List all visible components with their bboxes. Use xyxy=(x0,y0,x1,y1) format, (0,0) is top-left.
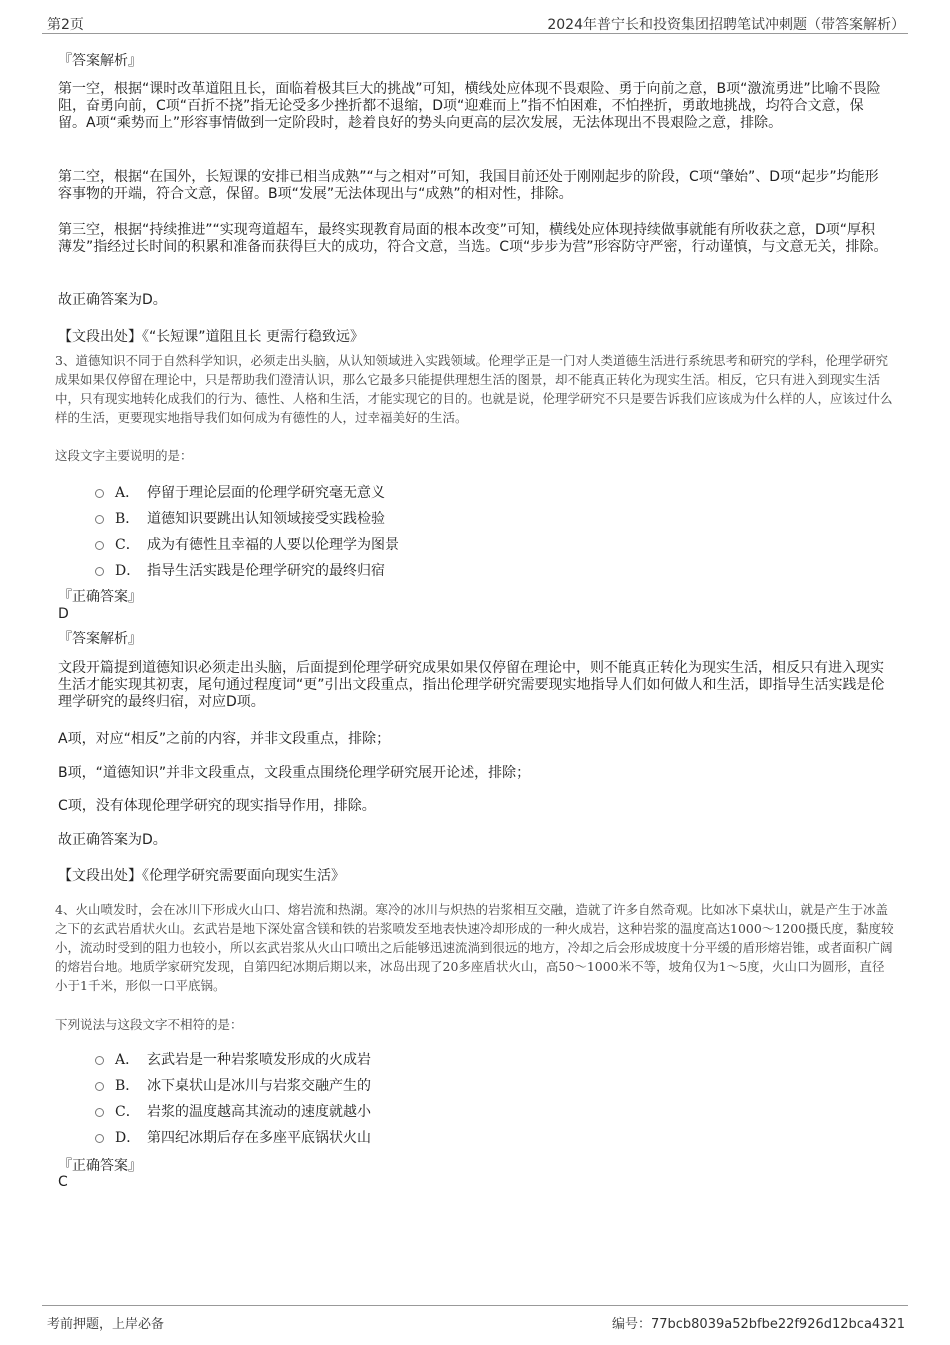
analysis-label: 『答案解析』 xyxy=(58,53,142,69)
q4-option-a[interactable] xyxy=(95,1049,371,1069)
document-title: 2024年普宁长和投资集团招聘笔试冲刺题（带答案解析） xyxy=(547,17,905,33)
correct-answer-label: 『正确答案』 xyxy=(58,589,142,605)
q3-question-text: 3、道德知识不同于自然科学知识，必须走出头脑，从认知领域进入实践领域。伦理学正是一门对人类道德生活进行系统思考和研究的学科，伦理学研究成果如果仅停留在理论中，只是帮助我们澄清认识，那么它最多只能提供理想生活的图景，却不能真正转化为现实生活。相反，它只有进入到现实生活中，只有现实地转化成我们的行为、德性、人格和生活，才能实现它的目的。也就是说，伦理学研究不只是要告诉我们应该成为什么样的人，应该过什么样的生活，更要现实地指导我们如何成为有德性的人，过幸福美好的生活。 xyxy=(55,353,893,425)
q4-prompt: 下列说法与这段文字不相符的是： xyxy=(55,1017,243,1032)
option-letter: A． xyxy=(115,485,140,501)
q3-correct-answer: D xyxy=(58,606,69,622)
q2-analysis-paragraph-3: 第三空，根据“持续推进”“实现弯道超车，最终实现教育局面的根本改变”可知，横线处应体现持续做事就能有所收获之意，D项“厚积薄发”指经过长时间的积累和准备而获得巨大的成功，符合文意，当选。C项“步步为营”形容防守严密，行动谨慎，与文意无关，排除。 xyxy=(58,222,888,255)
q3-option-c[interactable] xyxy=(95,534,399,554)
header-divider xyxy=(42,33,908,34)
q2-conclusion: 故正确答案为D。 xyxy=(58,292,167,308)
q3-analysis-option-c: C项，没有体现伦理学研究的现实指导作用，排除。 xyxy=(58,798,376,814)
option-text: 玄武岩是一种岩浆喷发形成的火成岩 xyxy=(147,1052,371,1068)
option-text: 指导生活实践是伦理学研究的最终归宿 xyxy=(147,563,385,579)
option-text: 岩浆的温度越高其流动的速度就越小 xyxy=(147,1104,371,1120)
q4-correct-answer: C xyxy=(58,1174,68,1190)
q4-option-b[interactable] xyxy=(95,1075,371,1095)
q3-option-d[interactable] xyxy=(95,560,385,580)
radio-icon[interactable] xyxy=(95,489,104,498)
source-title: 《“长短课”道阻且长 更需行稳致远》 xyxy=(142,329,364,345)
q2-analysis-paragraph-1: 第一空，根据“课时改革道阻且长，面临着极其巨大的挑战”可知，横线处应体现不畏艰险、勇于向前之意，B项“激流勇进”比喻不畏险阻，奋勇向前，C项“百折不挠”指无论受多少挫折都不退缩，D项“迎难而上”指不怕困难，不怕挫折，勇敢地挑战，均符合文意，保留。A项“乘势而上”形容事情做到一定阶段时，趁着良好的势头向更高的层次发展，无法体现出不畏艰险之意，排除。 xyxy=(58,81,881,131)
option-letter: B． xyxy=(115,1078,140,1094)
q3-source xyxy=(58,865,345,885)
q3-analysis-option-b: B项，“道德知识”并非文段重点，文段重点围绕伦理学研究展开论述，排除； xyxy=(58,765,531,781)
q4-option-c[interactable] xyxy=(95,1101,371,1121)
document-serial-number: 编号：77bcb8039a52bfbe22f926d12bca4321 xyxy=(611,1317,905,1332)
analysis-label: 『答案解析』 xyxy=(58,631,142,647)
q2-source xyxy=(58,326,364,346)
radio-icon[interactable] xyxy=(95,1108,104,1117)
q3-prompt: 这段文字主要说明的是： xyxy=(55,448,193,463)
q4-question-text: 4、火山喷发时，会在冰川下形成火山口、熔岩流和热湖。寒冷的冰川与炽热的岩浆相互交融，造就了许多自然奇观。比如冰下桌状山，就是产生于冰盖之下的玄武岩盾状火山。玄武岩是地下深处富含镁和铁的岩浆喷发至地表快速冷却形成的一种火成岩，这种岩浆的温度高达1000～1200摄氏度，黏度较小，流动时受到的阻力也较小，所以玄武岩浆从火山口喷出之后能够迅速流淌到很远的地方，冷却之后会形成坡度十分平缓的盾形熔岩锥，或者面积广阔的熔岩台地。地质学家研究发现，自第四纪冰期后期以来，冰岛出现了20多座盾状火山，高50～1000米不等，坡角仅为1～5度，火山口为圆形，直径小于1千米，形似一口平底锅。 xyxy=(55,902,894,993)
correct-answer-label: 『正确答案』 xyxy=(58,1158,142,1174)
q3-option-b[interactable] xyxy=(95,508,385,528)
option-text: 第四纪冰期后存在多座平底锅状火山 xyxy=(147,1130,371,1146)
radio-icon[interactable] xyxy=(95,1082,104,1091)
radio-icon[interactable] xyxy=(95,1134,104,1143)
option-letter: D． xyxy=(115,563,141,579)
q2-analysis-paragraph-2: 第二空，根据“在国外，长短课的安排已相当成熟”“与之相对”可知，我国目前还处于刚刚起步的阶段，C项“肇始”、D项“起步”均能形容事物的开端，符合文意，保留。B项“发展”无法体现出与“成熟”的相对性，排除。 xyxy=(58,169,879,202)
footer-slogan: 考前押题，上岸必备 xyxy=(47,1317,165,1332)
q4-option-d[interactable] xyxy=(95,1127,371,1147)
option-text: 成为有德性且幸福的人要以伦理学为图景 xyxy=(147,537,399,553)
source-label: 【文段出处】 xyxy=(58,868,142,884)
q3-conclusion: 故正确答案为D。 xyxy=(58,832,167,848)
option-letter: C． xyxy=(115,537,140,553)
source-label: 【文段出处】 xyxy=(58,329,142,345)
option-text: 冰下桌状山是冰川与岩浆交融产生的 xyxy=(147,1078,371,1094)
source-title: 《伦理学研究需要面向现实生活》 xyxy=(142,868,345,884)
q3-analysis-paragraph-1: 文段开篇提到道德知识必须走出头脑，后面提到伦理学研究成果如果仅停留在理论中，则不能真正转化为现实生活，相反只有进入现实生活才能实现其初衷，尾句通过程度词“更”引出文段重点，指出伦理学研究需要现实地指导人们如何做人和生活，即指导生活实践是伦理学研究的最终归宿，对应D项。 xyxy=(58,660,885,710)
radio-icon[interactable] xyxy=(95,515,104,524)
page-number: 第2页 xyxy=(47,17,84,33)
option-text: 道德知识要跳出认知领域接受实践检验 xyxy=(147,511,385,527)
q3-option-a[interactable] xyxy=(95,482,385,502)
option-letter: A． xyxy=(115,1052,140,1068)
footer-divider xyxy=(42,1305,908,1306)
option-text: 停留于理论层面的伦理学研究毫无意义 xyxy=(147,485,385,501)
option-letter: B． xyxy=(115,511,140,527)
option-letter: D． xyxy=(115,1130,141,1146)
radio-icon[interactable] xyxy=(95,541,104,550)
q3-analysis-option-a: A项，对应“相反”之前的内容，并非文段重点，排除； xyxy=(58,731,391,747)
option-letter: C． xyxy=(115,1104,140,1120)
radio-icon[interactable] xyxy=(95,1056,104,1065)
radio-icon[interactable] xyxy=(95,567,104,576)
